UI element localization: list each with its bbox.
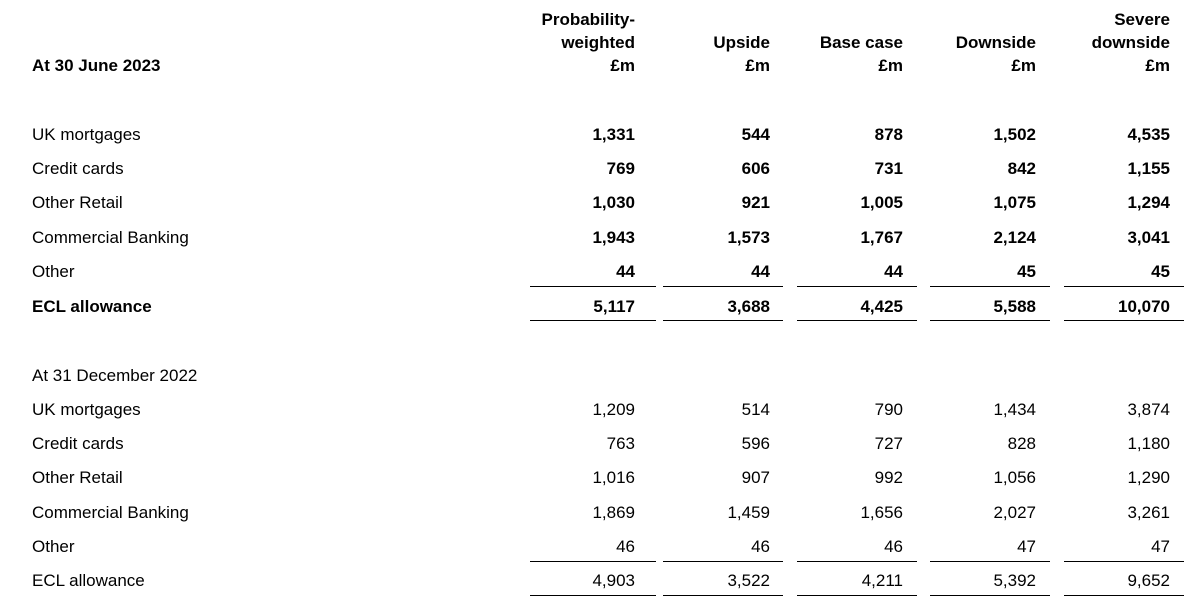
total-rule bbox=[530, 320, 656, 321]
cell-value: 44 bbox=[884, 262, 903, 281]
cell-value: 1,030 bbox=[592, 193, 635, 212]
table-row bbox=[0, 158, 1200, 192]
cell-value: 4,211 bbox=[861, 571, 903, 590]
cell-value: 1,767 bbox=[860, 228, 903, 247]
table-row bbox=[0, 399, 1200, 433]
cell-value: 544 bbox=[741, 125, 770, 144]
cell-value: 46 bbox=[884, 537, 903, 556]
header-line: Severe bbox=[1114, 10, 1170, 29]
cell-value: 763 bbox=[606, 434, 635, 453]
table-row bbox=[0, 227, 1200, 261]
row-label: ECL allowance bbox=[32, 297, 152, 316]
cell-value: 9,652 bbox=[1127, 571, 1170, 590]
cell-value: 1,056 bbox=[993, 468, 1036, 487]
table-row bbox=[0, 536, 1200, 570]
cell-value: 45 bbox=[1017, 262, 1036, 281]
table-row bbox=[0, 467, 1200, 501]
cell-value: 5,117 bbox=[593, 297, 635, 316]
total-rule bbox=[930, 595, 1050, 596]
row-label: Other bbox=[32, 537, 75, 556]
subtotal-rule bbox=[1064, 286, 1184, 287]
cell-value: 907 bbox=[741, 468, 770, 487]
header-line: £m bbox=[878, 56, 903, 75]
period-title-june-2023: At 30 June 2023 bbox=[32, 56, 161, 75]
cell-value: 47 bbox=[1151, 537, 1170, 556]
table-row bbox=[0, 502, 1200, 536]
subtotal-rule bbox=[1064, 561, 1184, 562]
cell-value: 1,294 bbox=[1127, 193, 1170, 212]
header-line: Downside bbox=[955, 33, 1036, 52]
header-line: £m bbox=[610, 56, 635, 75]
column-header-severe-downside bbox=[1040, 8, 1170, 77]
row-label: ECL allowance bbox=[32, 571, 145, 590]
cell-value: 44 bbox=[751, 262, 770, 281]
column-header-downside bbox=[906, 31, 1036, 77]
header-line: £m bbox=[1145, 56, 1170, 75]
subtotal-rule bbox=[530, 561, 656, 562]
cell-value: 10,070 bbox=[1118, 297, 1170, 316]
cell-value: 1,005 bbox=[860, 193, 903, 212]
cell-value: 1,075 bbox=[993, 193, 1036, 212]
column-header-upside bbox=[640, 31, 770, 77]
cell-value: 1,459 bbox=[727, 503, 770, 522]
cell-value: 3,261 bbox=[1127, 503, 1170, 522]
subtotal-rule bbox=[663, 286, 783, 287]
header-line: downside bbox=[1091, 33, 1170, 52]
table-row-total bbox=[0, 296, 1200, 330]
cell-value: 1,209 bbox=[592, 400, 635, 419]
cell-value: 5,588 bbox=[993, 297, 1036, 316]
cell-value: 2,027 bbox=[993, 503, 1036, 522]
cell-value: 4,535 bbox=[1127, 125, 1170, 144]
cell-value: 1,331 bbox=[592, 125, 635, 144]
cell-value: 842 bbox=[1007, 159, 1036, 178]
cell-value: 1,869 bbox=[592, 503, 635, 522]
row-label: Commercial Banking bbox=[32, 503, 189, 522]
cell-value: 596 bbox=[741, 434, 770, 453]
cell-value: 514 bbox=[741, 400, 770, 419]
header-line: Base case bbox=[819, 33, 903, 52]
table-row bbox=[0, 124, 1200, 158]
cell-value: 1,573 bbox=[727, 228, 770, 247]
table-row bbox=[0, 192, 1200, 226]
cell-value: 878 bbox=[874, 125, 903, 144]
cell-value: 606 bbox=[741, 159, 770, 178]
cell-value: 3,874 bbox=[1127, 400, 1170, 419]
row-label: Credit cards bbox=[32, 434, 124, 453]
cell-value: 992 bbox=[874, 468, 903, 487]
table-row-total bbox=[0, 570, 1200, 604]
subtotal-rule bbox=[530, 286, 656, 287]
cell-value: 4,903 bbox=[592, 571, 635, 590]
column-header-probability-weighted bbox=[495, 8, 635, 77]
cell-value: 1,434 bbox=[993, 400, 1036, 419]
header-line: £m bbox=[1011, 56, 1036, 75]
cell-value: 46 bbox=[616, 537, 635, 556]
total-rule bbox=[930, 320, 1050, 321]
cell-value: 46 bbox=[751, 537, 770, 556]
cell-value: 2,124 bbox=[993, 228, 1036, 247]
row-label: Other bbox=[32, 262, 75, 281]
row-label: Other Retail bbox=[32, 193, 123, 212]
cell-value: 45 bbox=[1151, 262, 1170, 281]
cell-value: 921 bbox=[741, 193, 770, 212]
table-row bbox=[0, 261, 1200, 295]
subtotal-rule bbox=[930, 286, 1050, 287]
header-line: Probability- bbox=[541, 10, 635, 29]
subtotal-rule bbox=[797, 561, 917, 562]
row-label: UK mortgages bbox=[32, 400, 141, 419]
total-rule bbox=[663, 320, 783, 321]
cell-value: 5,392 bbox=[993, 571, 1036, 590]
row-label: Credit cards bbox=[32, 159, 124, 178]
cell-value: 790 bbox=[874, 400, 903, 419]
cell-value: 1,290 bbox=[1127, 468, 1170, 487]
cell-value: 769 bbox=[606, 159, 635, 178]
cell-value: 828 bbox=[1007, 434, 1036, 453]
row-label: UK mortgages bbox=[32, 125, 141, 144]
cell-value: 1,656 bbox=[860, 503, 903, 522]
subtotal-rule bbox=[930, 561, 1050, 562]
subtotal-rule bbox=[663, 561, 783, 562]
cell-value: 3,522 bbox=[727, 571, 770, 590]
cell-value: 1,155 bbox=[1127, 159, 1170, 178]
cell-value: 4,425 bbox=[860, 297, 903, 316]
cell-value: 3,688 bbox=[727, 297, 770, 316]
total-rule bbox=[797, 595, 917, 596]
cell-value: 727 bbox=[874, 434, 903, 453]
cell-value: 44 bbox=[616, 262, 635, 281]
header-line: weighted bbox=[561, 33, 635, 52]
header-line: £m bbox=[745, 56, 770, 75]
row-label: Commercial Banking bbox=[32, 228, 189, 247]
period-title-december-2022: At 31 December 2022 bbox=[32, 366, 198, 385]
header-line: Upside bbox=[713, 33, 770, 52]
row-label: Other Retail bbox=[32, 468, 123, 487]
cell-value: 1,016 bbox=[592, 468, 635, 487]
cell-value: 731 bbox=[874, 159, 903, 178]
cell-value: 47 bbox=[1017, 537, 1036, 556]
total-rule bbox=[1064, 595, 1184, 596]
total-rule bbox=[530, 595, 656, 596]
cell-value: 1,180 bbox=[1127, 434, 1170, 453]
cell-value: 3,041 bbox=[1127, 228, 1170, 247]
table-row bbox=[0, 433, 1200, 467]
subtotal-rule bbox=[797, 286, 917, 287]
total-rule bbox=[663, 595, 783, 596]
column-header-base-case bbox=[773, 31, 903, 77]
cell-value: 1,943 bbox=[592, 228, 635, 247]
total-rule bbox=[797, 320, 917, 321]
total-rule bbox=[1064, 320, 1184, 321]
cell-value: 1,502 bbox=[993, 125, 1036, 144]
